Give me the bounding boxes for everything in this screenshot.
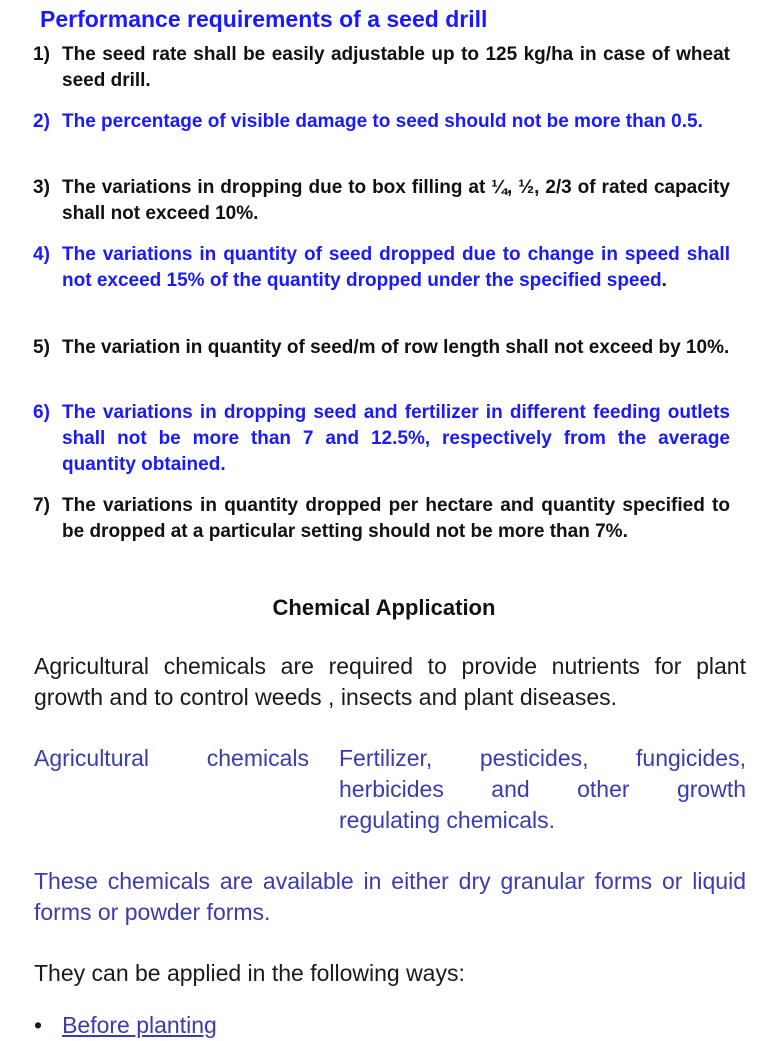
requirement-suffix: . <box>661 270 667 291</box>
requirement-number: 5) <box>33 337 50 358</box>
requirement-number: 4) <box>33 244 50 265</box>
requirement-text: The variation in quantity of seed/m of row length shall not exceed by 10%. <box>62 337 730 358</box>
definition-line: regulating chemicals. <box>339 807 556 833</box>
requirement-text: The variations in quantity dropped per hectare and quantity specified to be dropped at a particular setting should not be more than 7%. <box>62 495 730 542</box>
requirement-number: 1) <box>33 44 50 65</box>
ways-intro: They can be applied in the following ways: <box>34 960 465 986</box>
requirement-7 <box>33 493 730 545</box>
requirement-3 <box>33 175 730 227</box>
requirement-number: 7) <box>33 495 50 516</box>
intro-paragraph: Agricultural chemicals are required to provide nutrients for plant growth and to control weeds , insects and plant diseases. <box>34 653 746 710</box>
requirement-number: 2) <box>33 111 50 132</box>
bullet-marker: • <box>34 1012 43 1038</box>
requirement-text-wrap <box>62 242 730 294</box>
forms-paragraph: These chemicals are available in either dry granular forms or liquid forms or powder forms. <box>34 868 746 925</box>
term-word: Agricultural <box>34 745 150 771</box>
page-title: Performance requirements of a seed drill <box>40 6 488 32</box>
term-word: chemicals <box>206 745 309 771</box>
application-way-text: Before planting <box>62 1012 217 1038</box>
requirement-number: 6) <box>33 402 50 423</box>
requirement-6 <box>33 400 730 478</box>
requirement-text: The variations in quantity of seed dropped due to change in speed shall not exceed 15% of the quantity dropped under the specified speed <box>62 244 730 291</box>
definition-line: Fertilizer, pesticides, fungicides, <box>339 745 746 771</box>
requirement-text: The variations in dropping due to box filling at ¼, ½, 2/3 of rated capacity shall not exceed 10%. <box>62 177 730 224</box>
chemicals-description <box>339 743 746 836</box>
requirement-4 <box>33 242 730 294</box>
requirement-text: The percentage of visible damage to seed should not be more than 0.5. <box>62 111 703 132</box>
requirement-text: The seed rate shall be easily adjustable up to 125 kg/ha in case of wheat seed drill. <box>62 44 730 91</box>
section-heading: Chemical Application <box>272 595 496 620</box>
requirement-number: 3) <box>33 177 50 198</box>
requirement-1 <box>33 42 730 94</box>
requirement-2 <box>33 109 730 135</box>
definition-line: herbicides and other growth <box>339 776 746 802</box>
requirement-text: The variations in dropping seed and fertilizer in different feeding outlets shall not be more than 7 and 12.5%, respectively from the average quantity obtained. <box>62 402 730 475</box>
requirement-5 <box>33 335 730 361</box>
chemicals-term <box>34 743 309 774</box>
application-way-item <box>34 1010 217 1041</box>
